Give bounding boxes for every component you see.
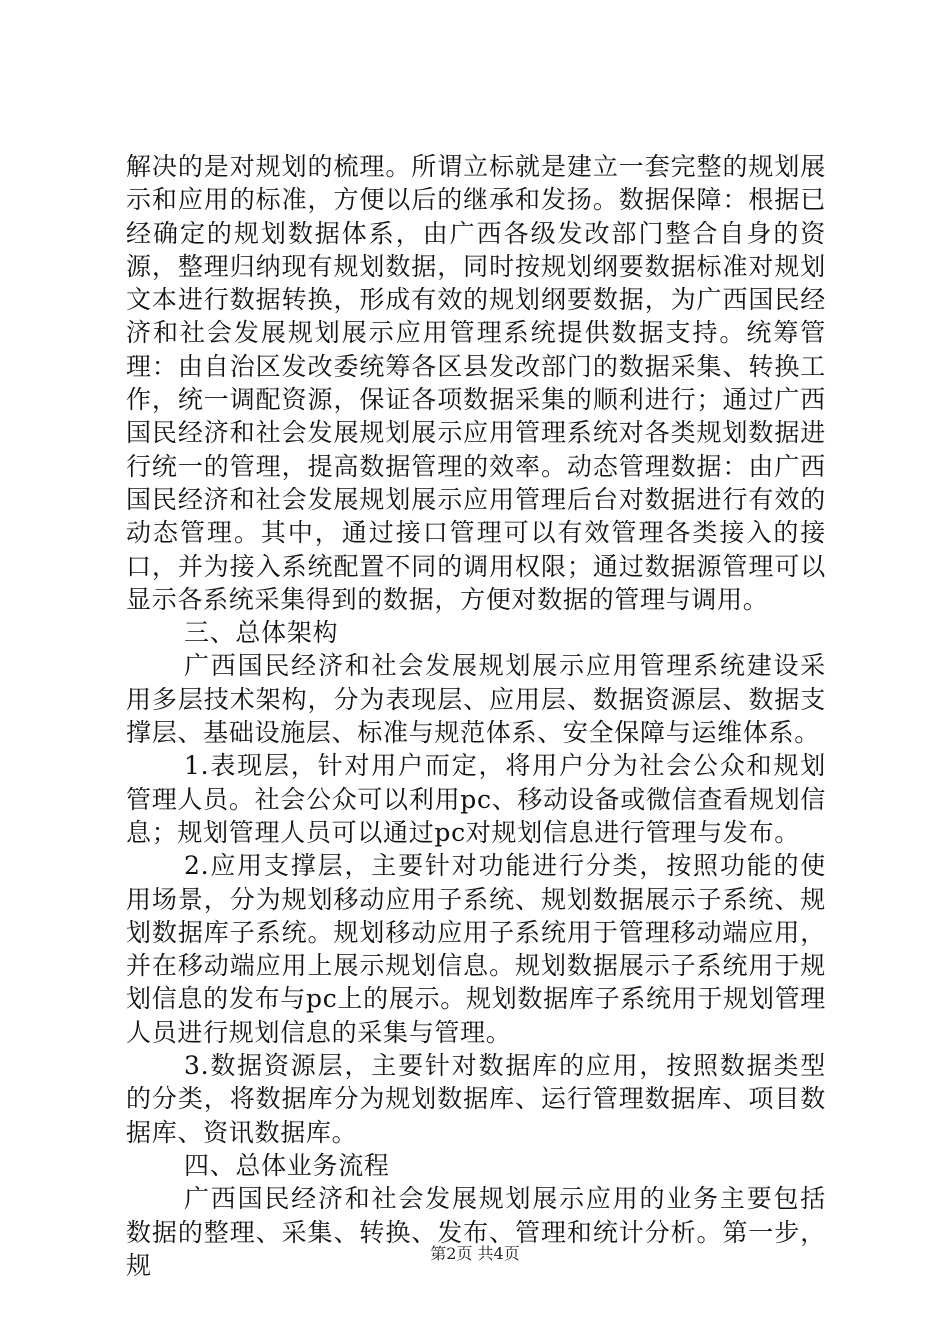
- page-number-footer: 第2页 共4页: [430, 1244, 520, 1263]
- paragraph-business-flow: 广西国民经济和社会发展规划展示应用的业务主要包括数据的整理、采集、转换、发布、管理和统计分析。第一步，规: [126, 1184, 826, 1280]
- section-heading-business-flow: 四、总体业务流程: [184, 1150, 390, 1180]
- paragraph-presentation-layer: 1.表现层，针对用户而定，将用户分为社会公众和规划管理人员。社会公众可以利用pc、移动设备或微信查看规划信息；规划管理人员可以通过pc对规划信息进行管理与发布。: [126, 751, 826, 847]
- paragraph-application-support-layer: 2.应用支撑层，主要针对功能进行分类，按照功能的使用场景，分为规划移动应用子系统、规划数据展示子系统、规划数据库子系统。规划移动应用子系统用于管理移动端应用，并在移动端应用上展示规划信息。规划数据展示子系统用于规划信息的发布与pc上的展示。规划数据库子系统用于规划管理人员进行规划信息的采集与管理。: [126, 851, 826, 1047]
- paragraph-data-guarantee: 解决的是对规划的梳理。所谓立标就是建立一套完整的规划展示和应用的标准，方便以后的继承和发扬。数据保障：根据已经确定的规划数据体系，由广西各级发改部门整合自身的资源，整理归纳现有规划数据，同时按规划纲要数据标准对规划文本进行数据转换，形成有效的规划纲要数据，为广西国民经济和社会发展规划展示应用管理系统提供数据支持。统筹管理：由自治区发改委统筹各区县发改部门的数据采集、转换工作，统一调配资源，保证各项数据采集的顺利进行；通过广西国民经济和社会发展规划展示应用管理系统对各类规划数据进行统一的管理，提高数据管理的效率。动态管理数据：由广西国民经济和社会发展规划展示应用管理后台对数据进行有效的动态管理。其中，通过接口管理可以有效管理各类接入的接口，并为接入系统配置不同的调用权限；通过数据源管理可以显示各系统采集得到的数据，方便对数据的管理与调用。: [126, 152, 826, 614]
- document-body: [126, 150, 826, 1282]
- section-heading-overall-architecture: 三、总体架构: [184, 618, 339, 648]
- paragraph-data-resource-layer: 3.数据资源层，主要针对数据库的应用，按照数据类型的分类，将数据库分为规划数据库、运行管理数据库、项目数据库、资讯数据库。: [126, 1051, 826, 1147]
- paragraph-architecture-overview: 广西国民经济和社会发展规划展示应用管理系统建设采用多层技术架构，分为表现层、应用层、数据资源层、数据支撑层、基础设施层、标准与规范体系、安全保障与运维体系。: [126, 651, 826, 748]
